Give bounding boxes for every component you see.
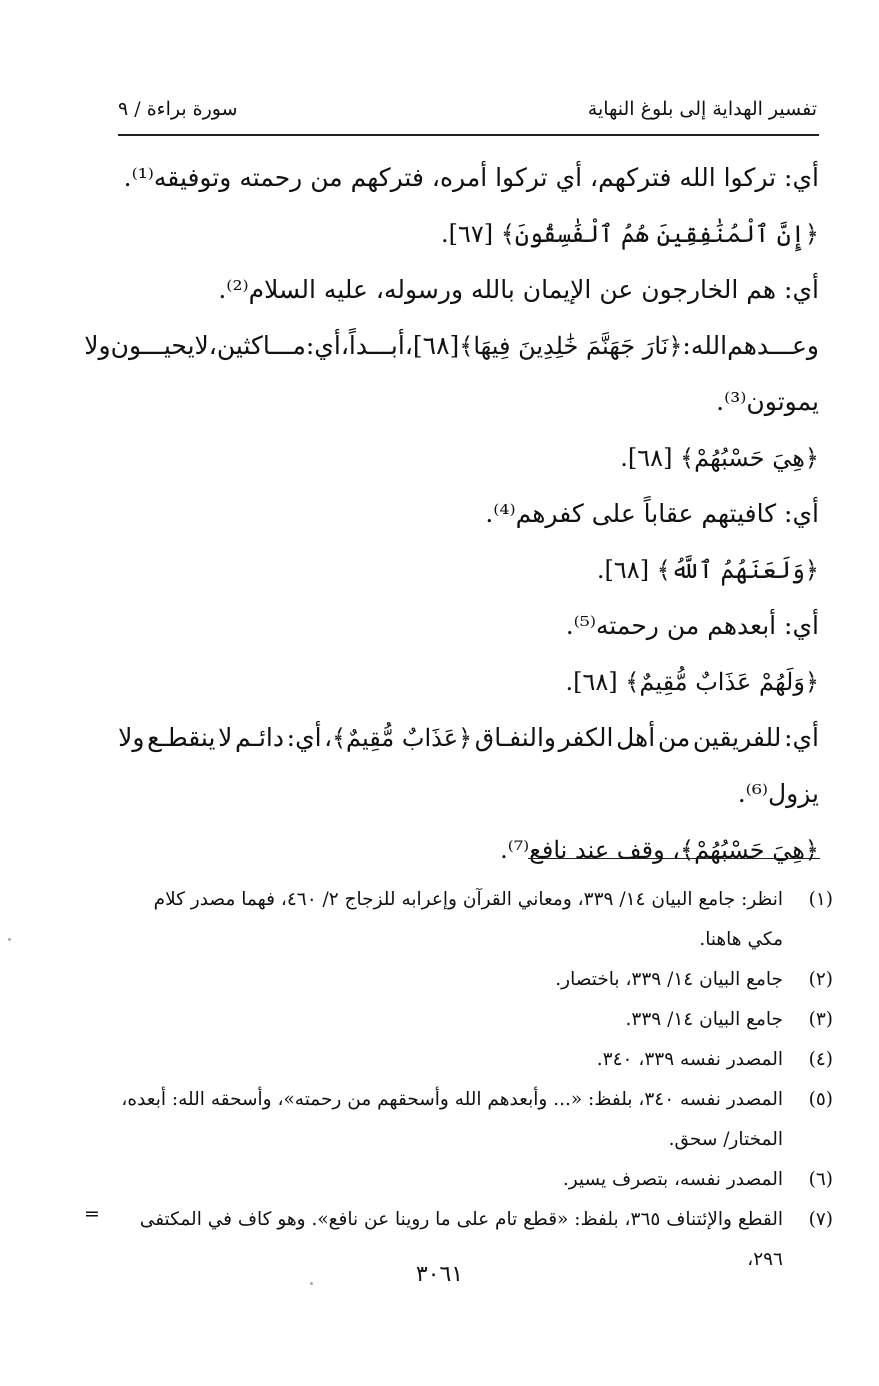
scan-speck: [310, 1282, 313, 1285]
word: وعـــدهم: [727, 331, 819, 360]
text-line: أي: أبعدهم من رحمته⁽⁵⁾.: [565, 611, 819, 640]
word: ولا: [118, 723, 145, 752]
footnote-line: مكي هاهنا.: [699, 929, 783, 950]
word: دائـم: [235, 723, 284, 752]
footnote-text: [118, 1080, 783, 1160]
scan-speck: [8, 938, 11, 941]
word: يحيـــون: [110, 331, 195, 360]
header-book-title: تفسير الهداية إلى بلوغ النهاية: [587, 98, 817, 120]
word: أي:: [286, 723, 322, 752]
footnote-number: (٥): [808, 1089, 833, 1110]
footnote-text: المصدر نفسه ٣٣٩، ٣٤٠.: [596, 1049, 783, 1070]
page-number: ٣٠٦١: [415, 1262, 464, 1287]
footnote-line: المختار/ سحق.: [668, 1129, 783, 1150]
footnote-rule: [528, 858, 820, 859]
word: من: [657, 723, 691, 752]
footnote-number: (١): [808, 889, 833, 910]
quran-verse: ﴿وَلَهُمْ عَذَابٌ مُّقِيمٌ﴾ [٦٨].: [565, 668, 819, 696]
footnote-number: (٤): [808, 1049, 833, 1070]
word: لا: [218, 723, 233, 752]
footnote: [118, 1000, 833, 1040]
footnote: [118, 1160, 833, 1200]
footnote-text: جامع البيان ١٤/ ٣٣٩.: [625, 1009, 783, 1030]
quran-inline: ﴿نَارَ جَهَنَّمَ خَٰلِدِينَ فِيهَا﴾: [459, 332, 683, 360]
text-line: يزول⁽⁶⁾.: [737, 779, 819, 808]
text-line: أي: كافيتهم عقاباً على كفرهم⁽⁴⁾.: [485, 499, 819, 528]
word: لا: [194, 331, 209, 360]
footnote-number: (٣): [808, 1009, 833, 1030]
text-line: أي: هم الخارجون عن الإيمان بالله ورسوله، عليه السلام⁽²⁾.: [218, 275, 819, 304]
word: [٦٨]،: [404, 331, 460, 360]
text-line: أي: تركوا الله فتركهم، أي تركوا أمره، فتركهم من رحمته وتوفيقه⁽¹⁾.: [123, 163, 819, 192]
text-line: يموتون⁽³⁾.: [716, 387, 819, 416]
quran-verse: ﴿هِيَ حَسْبُهُمْ﴾ [٦٨].: [620, 444, 819, 472]
footnote-number: (٦): [808, 1169, 833, 1190]
justified-line: [84, 318, 819, 374]
footnote-number: (٢): [808, 969, 833, 990]
header-rule: [118, 134, 819, 136]
header-surah-label: سورة براءة / ٩: [118, 98, 238, 120]
word: ولا: [84, 331, 111, 360]
word: أي:: [784, 723, 819, 752]
main-text: [84, 150, 819, 878]
word: الله:: [682, 331, 728, 360]
word: أبـــداً،: [340, 331, 405, 360]
footnote: [118, 1080, 833, 1160]
word: ينقطـع: [147, 723, 216, 752]
footnote-line: انظر: جامع البيان ١٤/ ٣٣٩، ومعاني القرآن وإعرابه للزجاج ٢/ ٤٦٠، فهما مصدر كلام: [153, 889, 783, 910]
quran-verse: ﴿هِيَ حَسْبُهُمْ﴾، وقف عند نافع⁽⁷⁾.: [500, 836, 819, 864]
footnote: [118, 1040, 833, 1080]
footnote: [118, 960, 833, 1000]
quran-verse: ﴿إِنَّ ٱلْمُنَٰفِقِينَ هُمُ ٱلْفَٰسِقُونَ﴾ [٦٧].: [441, 220, 819, 248]
word: الكفر: [558, 723, 614, 752]
word: أي:: [305, 331, 341, 360]
word: للفريقين: [692, 723, 782, 752]
footnote: [118, 880, 833, 960]
word: مـــاكثين،: [208, 331, 306, 360]
footnote-text: [118, 880, 783, 960]
word: أهل: [616, 723, 656, 752]
footnote-text: القطع والإئتناف ٣٦٥، بلفظ: «قطع تام على ما روينا عن نافع». وهو كاف في المكتفى ٢٩٦،: [139, 1209, 783, 1270]
quran-verse: ﴿وَلَعَنَهُمُ ٱللَّهُ﴾ [٦٨].: [596, 556, 819, 584]
footnote-number: (٧): [808, 1209, 833, 1230]
footnote-line: المصدر نفسه ٣٤٠، بلفظ: «... وأبعدهم الله وأسحقهم من رحمته»، وأسحقه الله: أبعده،: [121, 1089, 783, 1110]
footnote-text: جامع البيان ١٤/ ٣٣٩، باختصار.: [555, 969, 783, 990]
footnotes: [118, 880, 833, 1280]
word: والنفـاق: [474, 723, 556, 752]
continuation-mark: =: [84, 1203, 100, 1225]
justified-line: [118, 710, 819, 766]
footnote-text: المصدر نفسه، بتصرف يسير.: [562, 1169, 783, 1190]
quran-inline: ﴿عَذَابٌ مُّقِيمٌ﴾،: [324, 724, 473, 752]
